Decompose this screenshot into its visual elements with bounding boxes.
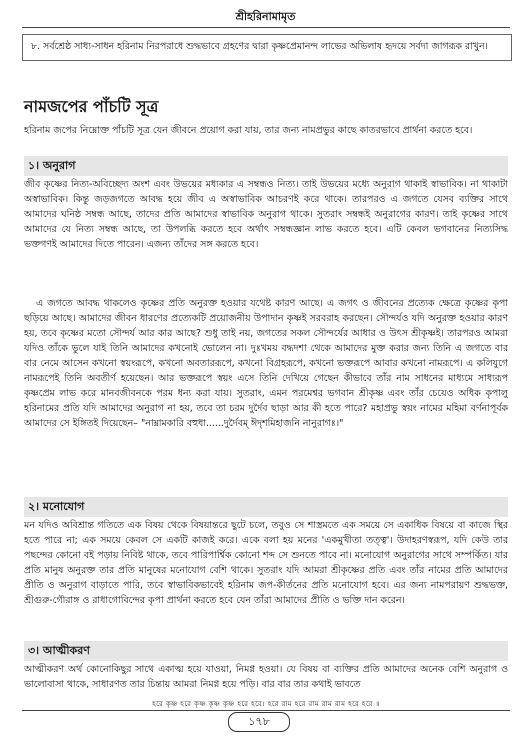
running-title: শ্রীহরিনামামৃত: [235, 10, 296, 23]
subheading-anuraag: ১। অনুরাগ: [24, 156, 508, 176]
footer-mantra: হরে কৃষ্ণ হরে কৃষ্ণ কৃষ্ণ কৃষ্ণ হরে হরে। হরে রাম হরে রাম রাম রাম হরে হরে ॥: [152, 700, 380, 708]
paragraph: আত্মীকরণ অর্থ কোনোকিছুর সাথে একাত্ম হয়ে যাওয়া, নিমগ্ন হওয়া। যে বিষয় বা ব্যক্তির প্রতি আমাদের অনেক বেশি অনুরাগ ও ভালোবাসা থাকে, সাধারণত তার চিন্তায় আমরা নিমগ্ন হয়ে পড়ি। বার বার তার কথাই ভাবতে: [24, 664, 508, 690]
paragraph: জীব কৃষ্ণের নিত্য-অবিচ্ছেদ্য অংশ এবং উভয়ের মধ্যকার এ সম্বন্ধও নিত্য। তাই উভয়ের মধ্যে অনুরাগ থাকাই স্বাভাবিক। না থাকাটা অস্বাভাবিক। কিন্তু জড়জগতে আবদ্ধ হয়ে জীব এ অস্বাভাবিক আচরণই করে থাকে। তারপরও এ জগতে যেসব ব্যক্তির সাথে আমাদের ঘনিষ্ঠ সম্বন্ধ আছে, তাদের প্রতি আমাদের স্বাভাবিক অনুরাগ থাকে। সুতরাং সম্বন্ধই অনুরাগের কারণ। তাই কৃষ্ণের সাথে আমাদের যে নিত্য সম্বন্ধ আছে, তা উপলব্ধি করতে হবে অর্থাৎ সম্বন্ধজ্ঞান লাভ করতে হবে। এটি কেবল ভগবানের নিত্যসিদ্ধ ভক্তগণই আমাদের দিতে পারেন। এজন্য তাঁদের সঙ্গ করতে হবে।: [24, 179, 508, 250]
note-box: [22, 34, 512, 61]
note-text: ৮. সর্বশ্রেষ্ঠ সাধ্য-সাধন হরিনাম নিরপরাধে শুদ্ধভাবে গ্রহণের দ্বারা কৃষ্ণপ্রেমানন্দ লাভের অভিলাষ হৃদয়ে সর্বদা জাগরূক রাখুন।: [31, 41, 488, 52]
footer-divider: [22, 710, 510, 711]
subheading-manojog: ২। মনোযোগ: [24, 497, 508, 517]
section-intro: হরিনাম জপের নিম্নোক্ত পাঁচটি সূত্র যেন জীবনে প্রয়োগ করা যায়, তার জন্য নামপ্রভুর কাছে কাতরভাবে প্রার্থনা করতে হবে।: [24, 125, 473, 136]
subheading-atmikoron: ৩। আত্মীকরণ: [24, 641, 508, 661]
header-divider: [22, 27, 510, 28]
subsection-3-body: [24, 662, 508, 694]
subsection-2-body: [24, 518, 508, 640]
section-title: নামজপের পাঁচটি সূত্র: [24, 97, 159, 116]
subsection-1-body-2: [24, 296, 508, 488]
paragraph: মন যদিও অবিশ্রান্ত গতিতে এক বিষয় থেকে বিষয়ান্তরে ছুটে চলে, তবুও সে শাস্ত্রমতে এক সময়ে সে একাধিক বিষয়ে বা কাজে স্থির হতে পারে না; এক সময়ে কেবল সে একটি কাজই করে। একে বলা হয় মনের 'একমুখীতা তত্ত্ব'। উদাহরণস্বরূপ, যদি কেউ তার পছন্দের কোনো বই পড়ায় নিবিষ্ট থাকে, তবে পারিপার্শ্বিক কোনো শব্দ সে শুনতে পাবে না। মনোযোগ অনুরাগের সাথে সম্পর্কিত। যার প্রতি মানুষ অনুরক্ত তার প্রতি মানুষের মনোযোগ বেশি থাকে। সুতরাং যদি আমরা শ্রীকৃষ্ণের প্রতি এবং তাঁর নামের প্রতি আমাদের প্রীতি ও অনুরাগ বাড়াতে পারি, তবে স্বাভাবিকভাবেই হরিনাম জপ-কীর্তনের প্রতি মনোযোগ হবে। এর জন্য নামপরায়ণ শুদ্ধভক্ত, শ্রীগুরু-গৌরাঙ্গ ও রাধাগোবিন্দের কৃপা প্রার্থনা করতে হবে যেন তাঁরা আমাদের প্রীতি ও ভক্তি দান করেন।: [24, 520, 508, 606]
paragraph: এ জগতে আবদ্ধ থাকলেও কৃষ্ণের প্রতি অনুরক্ত হওয়ার যথেষ্ট কারণ আছে। এ জগৎ ও জীবনের প্রত্যেক ক্ষেত্রে কৃষ্ণের কৃপা ছড়িয়ে আছে। আমাদের জীবন ধারণের প্রত্যেকটি প্রয়োজনীয় উপাদান কৃষ্ণই সরবরাহ করছেন। সৌন্দর্যও যদি অনুরক্ত হওয়ার কারণ হয়, তবে কৃষ্ণের মতো সৌন্দর্য আর কার আছে? শুধু তাই নয়, জগতের সকল সৌন্দর্যের আধার ও উৎস শ্রীকৃষ্ণই। তারপরও আমরা যদিও তাঁকে ভুলে যাই তিনি আমাদের কখনোই ভোলেন না। দুঃখময় বদ্ধদশা থেকে আমাদের মুক্ত করার জন্য তিনি এ জগতে বার বার নেমে আসেন কখনো স্বয়ংরূপে, কখনো অবতাররূপে, কখনো বিগ্রহরূপে, কখনো ভক্তরূপে আবার কখনো নামরূপে। এ কলিযুগে নামরূপেই তিনি অবতীর্ণ হয়েছেন। আর ভক্তরূপে স্বয়ং এসে তিনি দেখিয়ে গেছেন কীভাবে তাঁর নাম সাধনের মাধ্যমে সাধ্যরূপ কৃষ্ণপ্রেম লাভ করে মানবজীবনকে পরম ধন্য করা যায়। সুতরাং, এমন পরমেশ্বর ভগবান শ্রীকৃষ্ণ এবং তাঁর চেয়েও অধিক কৃপালু হরিনামের প্রতি যদি আমাদের অনুরাগ না হয়, তবে তা চরম দুর্দৈব ছাড়া আর কী হতে পারে? মহাপ্রভু স্বয়ং নামের মহিমা বর্ণনাপূর্বক আমাদের সে ইঙ্গিতই দিয়েছেন– "নাম্নামকারি বহুধা......দুর্দৈবম্ ঈদৃশমিহাজনি নানুরাগঃ।": [24, 298, 508, 429]
page-number: ১৭৮: [228, 712, 290, 732]
